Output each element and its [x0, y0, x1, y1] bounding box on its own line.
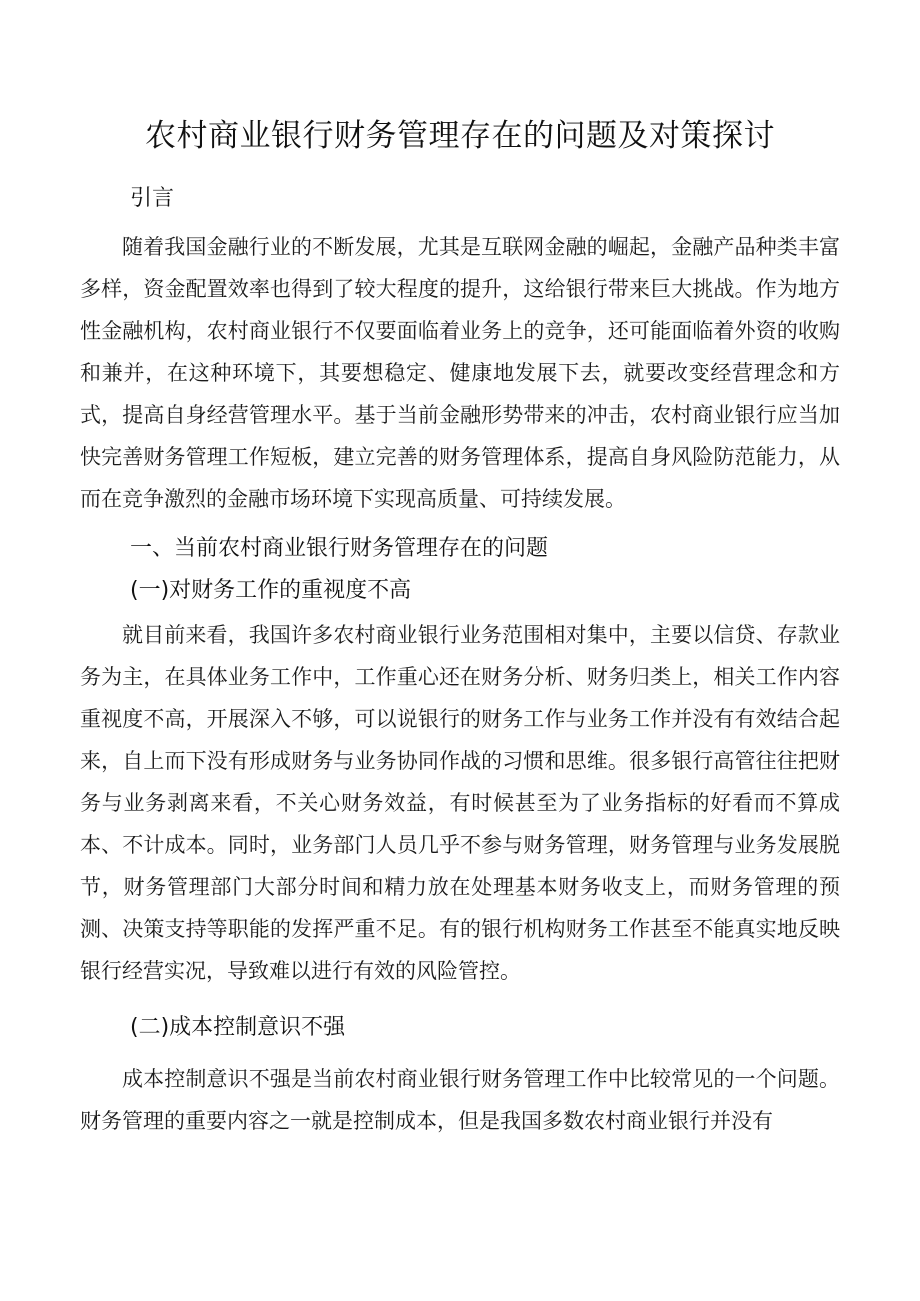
section-1-heading: 一、当前农村商业银行财务管理存在的问题	[130, 536, 549, 561]
document-title: 农村商业银行财务管理存在的问题及对策探讨	[145, 118, 775, 154]
intro-paragraph: 随着我国金融行业的不断发展，尤其是互联网金融的崛起，金融产品种类丰富多样，资金配置效率也得到了较大程度的提升，这给银行带来巨大挑战。作为地方性金融机构，农村商业银行不仅要面临着业务上的竞争，还可能面临着外资的收购和兼并，在这种环境下，其要想稳定、健康地发展下去，就要改变经营理念和方式，提高自身经营管理水平。基于当前金融形势带来的冲击，农村商业银行应当加快完善财务管理工作短板，建立完善的财务管理体系，提高自身风险防范能力，从而在竞争激烈的金融市场环境下实现高质量、可持续发展。	[80, 235, 840, 511]
subsection-1-heading: (一)对财务工作的重视度不高	[130, 578, 412, 603]
subsection-1-paragraph: 就目前来看，我国许多农村商业银行业务范围相对集中，主要以信贷、存款业务为主，在具体业务工作中，工作重心还在财务分析、财务归类上，相关工作内容重视度不高，开展深入不够，可以说银行的财务工作与业务工作并没有有效结合起来，自上而下没有形成财务与业务协同作战的习惯和思维。很多银行高管往往把财务与业务剥离来看，不关心财务效益，有时候甚至为了业务指标的好看而不算成本、不计成本。同时，业务部门人员几乎不参与财务管理，财务管理与业务发展脱节，财务管理部门大部分时间和精力放在处理基本财务收支上，而财务管理的预测、决策支持等职能的发挥严重不足。有的银行机构财务工作甚至不能真实地反映银行经营实况，导致难以进行有效的风险管控。	[80, 623, 840, 983]
subsection-2-paragraph: 成本控制意识不强是当前农村商业银行财务管理工作中比较常见的一个问题。财务管理的重要内容之一就是控制成本，但是我国多数农村商业银行并没有	[80, 1067, 840, 1133]
intro-heading: 引言	[130, 186, 175, 211]
subsection-2-heading: (二)成本控制意识不强	[130, 1015, 346, 1040]
